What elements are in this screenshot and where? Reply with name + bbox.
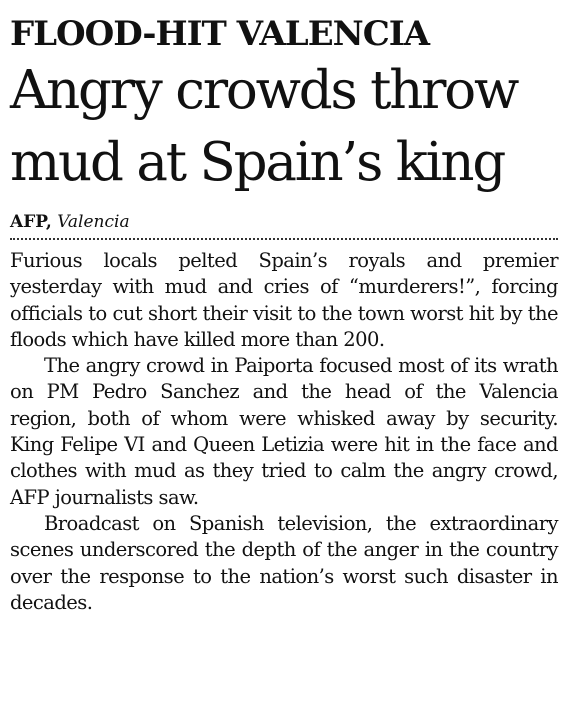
byline-agency: AFP, <box>10 212 52 232</box>
byline <box>10 211 558 233</box>
news-article <box>10 14 558 616</box>
headline-line-2: mud at Spain’s king <box>10 132 505 193</box>
paragraph-3: Broadcast on Spanish television, the extraordinary scenes underscored the depth of the anger in the country over the response to the nation’s worst such disaster in decades. <box>10 511 558 614</box>
article-body <box>10 248 558 616</box>
headline-line-1: Angry crowds throw <box>10 60 518 121</box>
paragraph-1: Furious locals pelted Spain’s royals and premier yesterday with mud and cries of “murderers!”, forcing officials to cut short their visit to the town worst hit by the floods which have killed more than 200. <box>10 249 558 351</box>
headline <box>10 55 558 199</box>
dotted-divider <box>10 238 558 240</box>
paragraph-2: The angry crowd in Paiporta focused most of its wrath on PM Pedro Sanchez and the head of the Valencia region, both of whom were whisked away by security. King Felipe VI and Queen Letizia were hit in the face and clothes with mud as they tried to calm the angry crowd, AFP journalists saw. <box>10 354 558 509</box>
byline-place: Valencia <box>57 212 130 232</box>
kicker: FLOOD-HIT VALENCIA <box>10 14 430 54</box>
